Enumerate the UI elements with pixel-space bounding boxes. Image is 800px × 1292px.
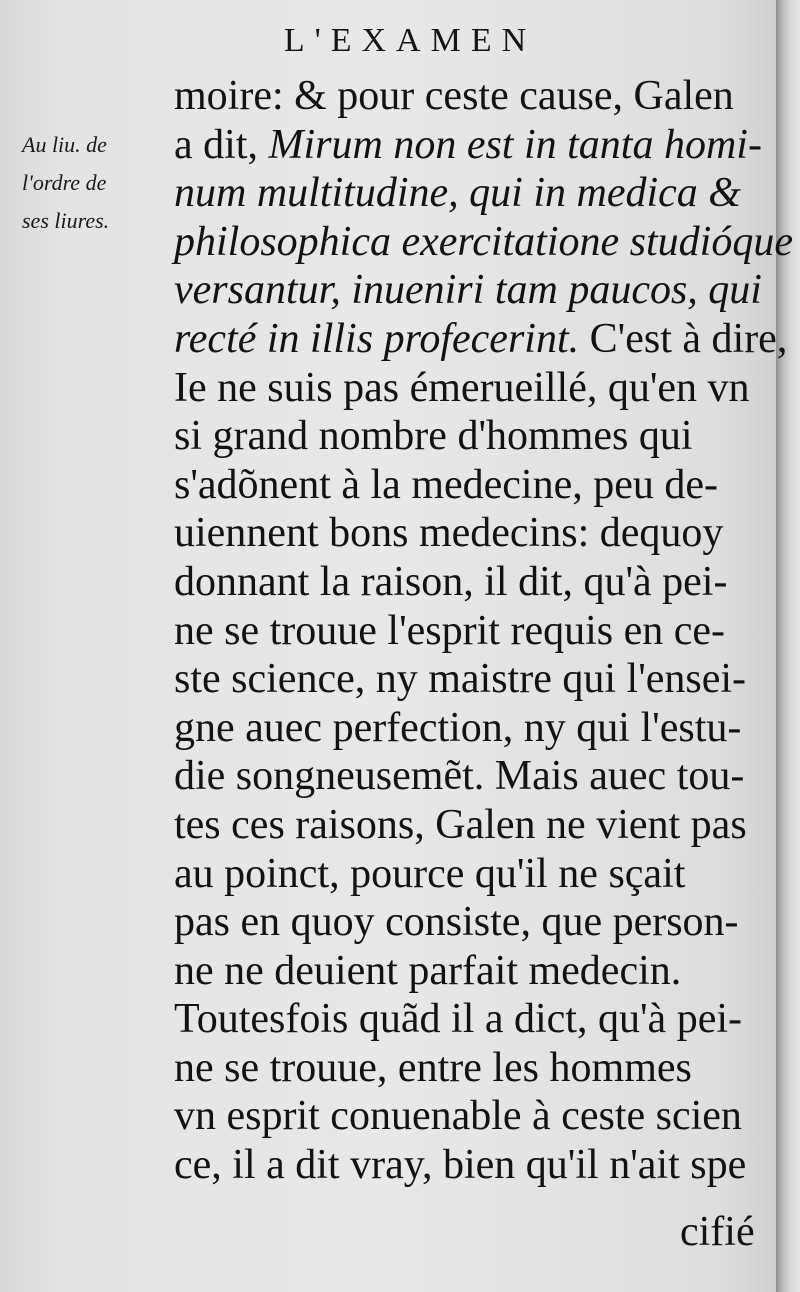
- text-line: [174, 655, 754, 704]
- text-segment: uiennent bons medecins: dequoy: [174, 510, 724, 557]
- latin-quote-segment: versantur, inueniri tam paucos, qui: [174, 267, 762, 314]
- text-segment: ste science, ny maistre qui l'ensei-: [174, 656, 747, 703]
- text-line: [174, 850, 754, 899]
- text-segment: vn esprit conuenable à ceste scien: [174, 1093, 742, 1140]
- text-line: [174, 72, 754, 121]
- text-segment: Toutesfois quãd il a dict, qu'à pei-: [174, 996, 742, 1043]
- text-line: [174, 364, 754, 413]
- text-segment: s'adõnent à la medecine, peu de-: [174, 461, 718, 508]
- latin-quote-segment: philosophica exercitatione studióque: [174, 218, 793, 265]
- text-line: [174, 947, 754, 996]
- text-line: [174, 801, 754, 850]
- text-segment: Ie ne suis pas émerueillé, qu'en vn: [174, 364, 750, 411]
- text-line: [174, 1092, 754, 1141]
- text-line: [174, 995, 754, 1044]
- text-line: [174, 266, 762, 315]
- text-segment: moire: & pour ceste cause, Galen: [174, 73, 734, 119]
- text-segment: pas en quoy consiste, que person-: [174, 899, 739, 946]
- margin-note-line: l'ordre de: [22, 170, 107, 195]
- text-line: [174, 607, 754, 656]
- text-segment: die songneusemẽt. Mais auec tou-: [174, 753, 745, 800]
- page-edge: [776, 0, 800, 1292]
- margin-note-line: Au liu. de: [22, 132, 107, 157]
- text-line: [174, 412, 754, 461]
- text-line: [174, 752, 754, 801]
- text-segment: ne se trouue, entre les hommes: [174, 1044, 692, 1091]
- text-line: [174, 898, 754, 947]
- text-line: [174, 169, 754, 218]
- margin-note: [22, 126, 172, 240]
- text-line: [174, 1141, 754, 1190]
- text-line: [174, 461, 754, 510]
- text-segment: tes ces raisons, Galen ne vient pas: [174, 801, 747, 848]
- margin-note-line: ses liures.: [22, 208, 110, 233]
- latin-quote-segment: num multitudine, qui in medica &: [174, 170, 741, 217]
- latin-quote-segment: Mirum non est in tanta homi-: [268, 121, 762, 168]
- text-segment: ne se trouue l'esprit requis en ce-: [174, 607, 726, 654]
- text-segment: gne auec perfection, ny qui l'estu-: [174, 704, 742, 751]
- text-segment: au poinct, pource qu'il ne sçait: [174, 850, 686, 897]
- body-text: [174, 72, 793, 1190]
- text-segment: donnant la raison, il dit, qu'à pei-: [174, 558, 728, 605]
- text-line: [174, 218, 793, 267]
- text-line: [174, 121, 762, 170]
- text-segment: a dit,: [174, 121, 269, 168]
- text-segment: ne ne deuient parfait medecin.: [174, 947, 682, 994]
- latin-quote-segment: recté in illis profecerint.: [174, 315, 580, 362]
- text-line: [174, 704, 754, 753]
- catchword: cifié: [680, 1209, 755, 1255]
- running-title: L'EXAMEN: [283, 22, 537, 59]
- text-segment: ce, il a dit vray, bien qu'il n'ait spe: [174, 1142, 747, 1189]
- text-segment: C'est à dire,: [579, 315, 788, 362]
- text-line: [174, 509, 754, 558]
- text-line: [174, 1044, 754, 1093]
- text-line: [174, 558, 754, 607]
- text-line: [174, 315, 788, 364]
- text-segment: si grand nombre d'hommes qui: [174, 413, 693, 460]
